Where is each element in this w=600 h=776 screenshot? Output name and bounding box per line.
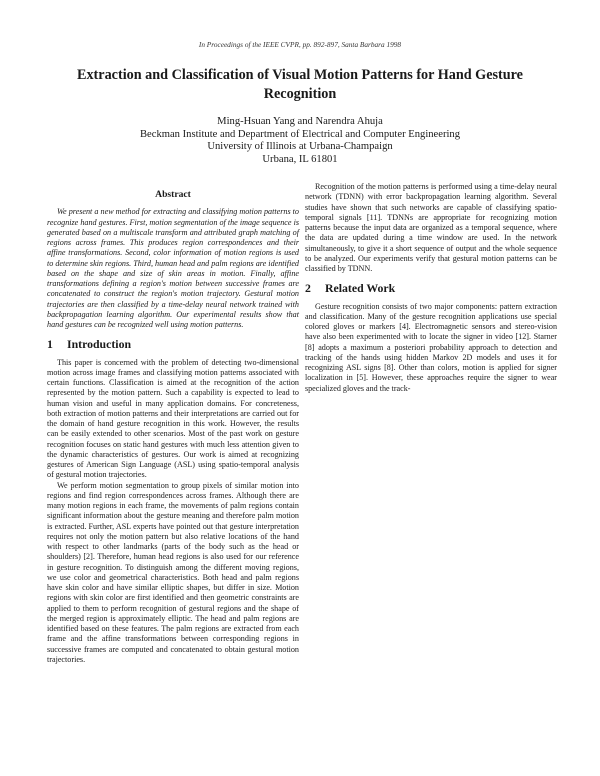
author-names: Ming-Hsuan Yang and Narendra Ahuja (217, 116, 383, 127)
intro-paragraph-2: We perform motion segmentation to group pixels of similar motion into regions and find region correspondences across frames. Although there are many motion regions in each frame, the movements of palm regions contain significant information about the gesture meaning and therefore palm motion is extracted. Further, ASL experts have pointed out that gesture interpretation requires not only the motion pattern but also relative locations of the hand with respect to other landmarks (parts of the body such as the head or shoulders) [2]. Therefore, human head regions is also used for our reference in gesture recognition. To distinguish among the different moving regions, we use color and geometrical characteristics. Both head and palm regions have skin color and have similar elliptic shapes, but differ in size. Motion regions with skin color are first identified and then geometric constraints are applied to them to perform recognition of gestural regions and the shape of the merged region is approximately elliptic. The head and palm regions are identified based on these features. The palm regions are extracted from each frame and the affine transformations between corresponding regions in successive frames are computed and concatenated to obtain gestural motion trajectories. (47, 480, 299, 664)
section-2-title: Related Work (325, 281, 396, 296)
paper-title: Extraction and Classification of Visual Motion Patterns for Hand Gesture Recognition (77, 67, 523, 102)
abstract-text: We present a new method for extracting and classifying motion patterns to recognize hand gestures. First, motion segmentation of the image sequence is generated based on a multiscale transform and attributed graph matching of regions across frames. This produces region correspondences and their affine transformations. Second, color information of motion regions is used to determine skin regions. Third, human head and palm regions are identified based on the shape and size of skin areas in motion. Finally, affine transformations defining a region's motion between successive frames are concatenated to construct the region's motion trajectory. Gestural motion trajectories are then classified by a time-delay neural network trained with backpropagation learning algorithm. Our experimental results show that hand gestures can be recognized well using motion patterns. (47, 207, 299, 329)
author-affiliation: Beckman Institute and Department of Electrical and Computer Engineering (139, 128, 461, 140)
section-2-heading (305, 281, 557, 296)
right-column (305, 182, 557, 394)
abstract-heading: Abstract (155, 189, 191, 200)
section-1-heading (47, 337, 299, 352)
left-column (47, 190, 299, 665)
section-1-title: Introduction (67, 337, 132, 352)
author-city: Urbana, IL 61801 (262, 153, 338, 165)
intro-paragraph-3: Recognition of the motion patterns is performed using a time-delay neural network (TDNN) with error backpropagation learning algorithm. Several studies have shown that such networks are capable of classifying spatio-temporal signals [11]. TDNNs are appropriate for recognizing motion patterns because the input data are organized as a temporal sequence, where the data are updated during a time window are used. In the network simultaneously, to give it a short sequence of output and the whole sequence to be analyzed. Our experiments verify that gestural motion patterns can be classified by TDNN. (305, 182, 557, 273)
author-university: University of Illinois at Urbana-Champaign (207, 141, 393, 153)
intro-paragraph-1: This paper is concerned with the problem of detecting two-dimensional motion across image frames and classifying motion patterns associated with certain functions. Classification is aimed at the recognition of the action represented by the motion pattern. Such a capability is expected to lead to human vision and useful in many application domains. For concreteness, both extraction of motion patterns and their interpretations are carried out for the domain of hand gesture recognition in this work. However, the results can be easily extended to other scenarios. Most of the past work on gesture recognition focuses on static hand gestures with much less attention given to the dynamic characteristics of gestures. Our work is aimed at recognizing gestures of American Sign Language (ASL) using spatio-temporal analysis of gestural motion trajectories. (47, 357, 299, 480)
author-block (40, 116, 560, 166)
related-work-paragraph: Gesture recognition consists of two major components: pattern extraction and classification. Many of the gesture recognition applications use special colored gloves or markers [4]. Electromagnetic sensors and stereo-vision have also been experimented with to locate the signer in video [12]. Starner [8] adopts a maximum a posteriori probability approach to detection and tracking of the hands using hidden Markov 2D models and uses it for recognizing ASL signs [8]. Other than colors, motion is applied for signer localization in [5]. However, these approaches require the signer to wear specialized gloves and the track- (305, 301, 557, 393)
section-1-number: 1 (47, 337, 53, 352)
section-2-number: 2 (305, 281, 311, 296)
running-header: In Proceedings of the IEEE CVPR, pp. 892-897, Santa Barbara 1998 (198, 40, 402, 49)
